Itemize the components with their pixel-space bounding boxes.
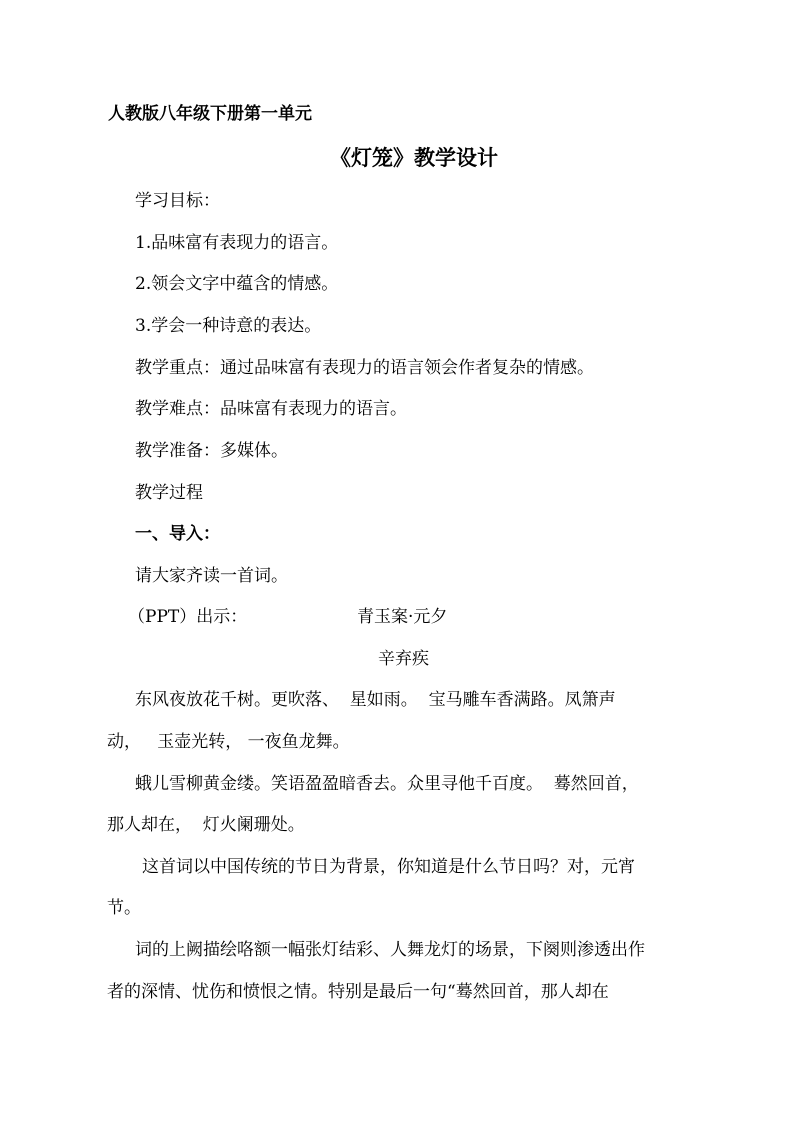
- poem-line: 蛾儿雪柳黄金缕。笑语盈盈暗香去。众里寻他千百度。 蓦然回首，: [135, 774, 639, 794]
- paragraph-line: 者的深情、忧伤和愤恨之情。特别是最后一句“蓦然回首，那人却在: [107, 982, 609, 1002]
- objective-item: 2.领会文字中蕴含的情感。: [135, 274, 339, 294]
- page-title: 《灯笼》教学设计: [330, 145, 498, 170]
- difficulty-point: 教学难点：品味富有表现力的语言。: [135, 399, 407, 419]
- ppt-label: （PPT）出示：: [128, 607, 248, 627]
- paragraph-line: 词的上阙描绘咯额一幅张灯结彩、人舞龙灯的场景，下阕则渗透出作: [135, 940, 645, 960]
- poem-line: 那人却在， 灯火阑珊处。: [107, 815, 305, 835]
- key-point: 教学重点：通过品味富有表现力的语言领会作者复杂的情感。: [135, 358, 594, 378]
- intro-line: 请大家齐读一首词。: [135, 566, 288, 586]
- objective-item: 3.学会一种诗意的表达。: [135, 316, 322, 336]
- objectives-heading: 学习目标：: [135, 191, 220, 211]
- section-heading: 一、导入：: [135, 524, 220, 544]
- poem-title: 青玉案·元夕: [357, 607, 448, 627]
- poem-author: 辛弃疾: [378, 649, 429, 669]
- objective-item: 1.品味富有表现力的语言。: [135, 233, 339, 253]
- process-heading: 教学过程: [135, 483, 203, 503]
- paragraph-line: 节。: [107, 898, 141, 918]
- paragraph-line: 这首词以中国传统的节日为背景，你知道是什么节日吗？对，元宵: [142, 857, 635, 877]
- poem-line: 动， 玉壶光转， 一夜鱼龙舞。: [107, 732, 350, 752]
- document-header: 人教版八年级下册第一单元: [108, 104, 312, 124]
- poem-line: 东风夜放花千树。更吹落、 星如雨。 宝马雕车香满路。凤箫声: [135, 690, 616, 710]
- preparation: 教学准备：多媒体。: [135, 441, 288, 461]
